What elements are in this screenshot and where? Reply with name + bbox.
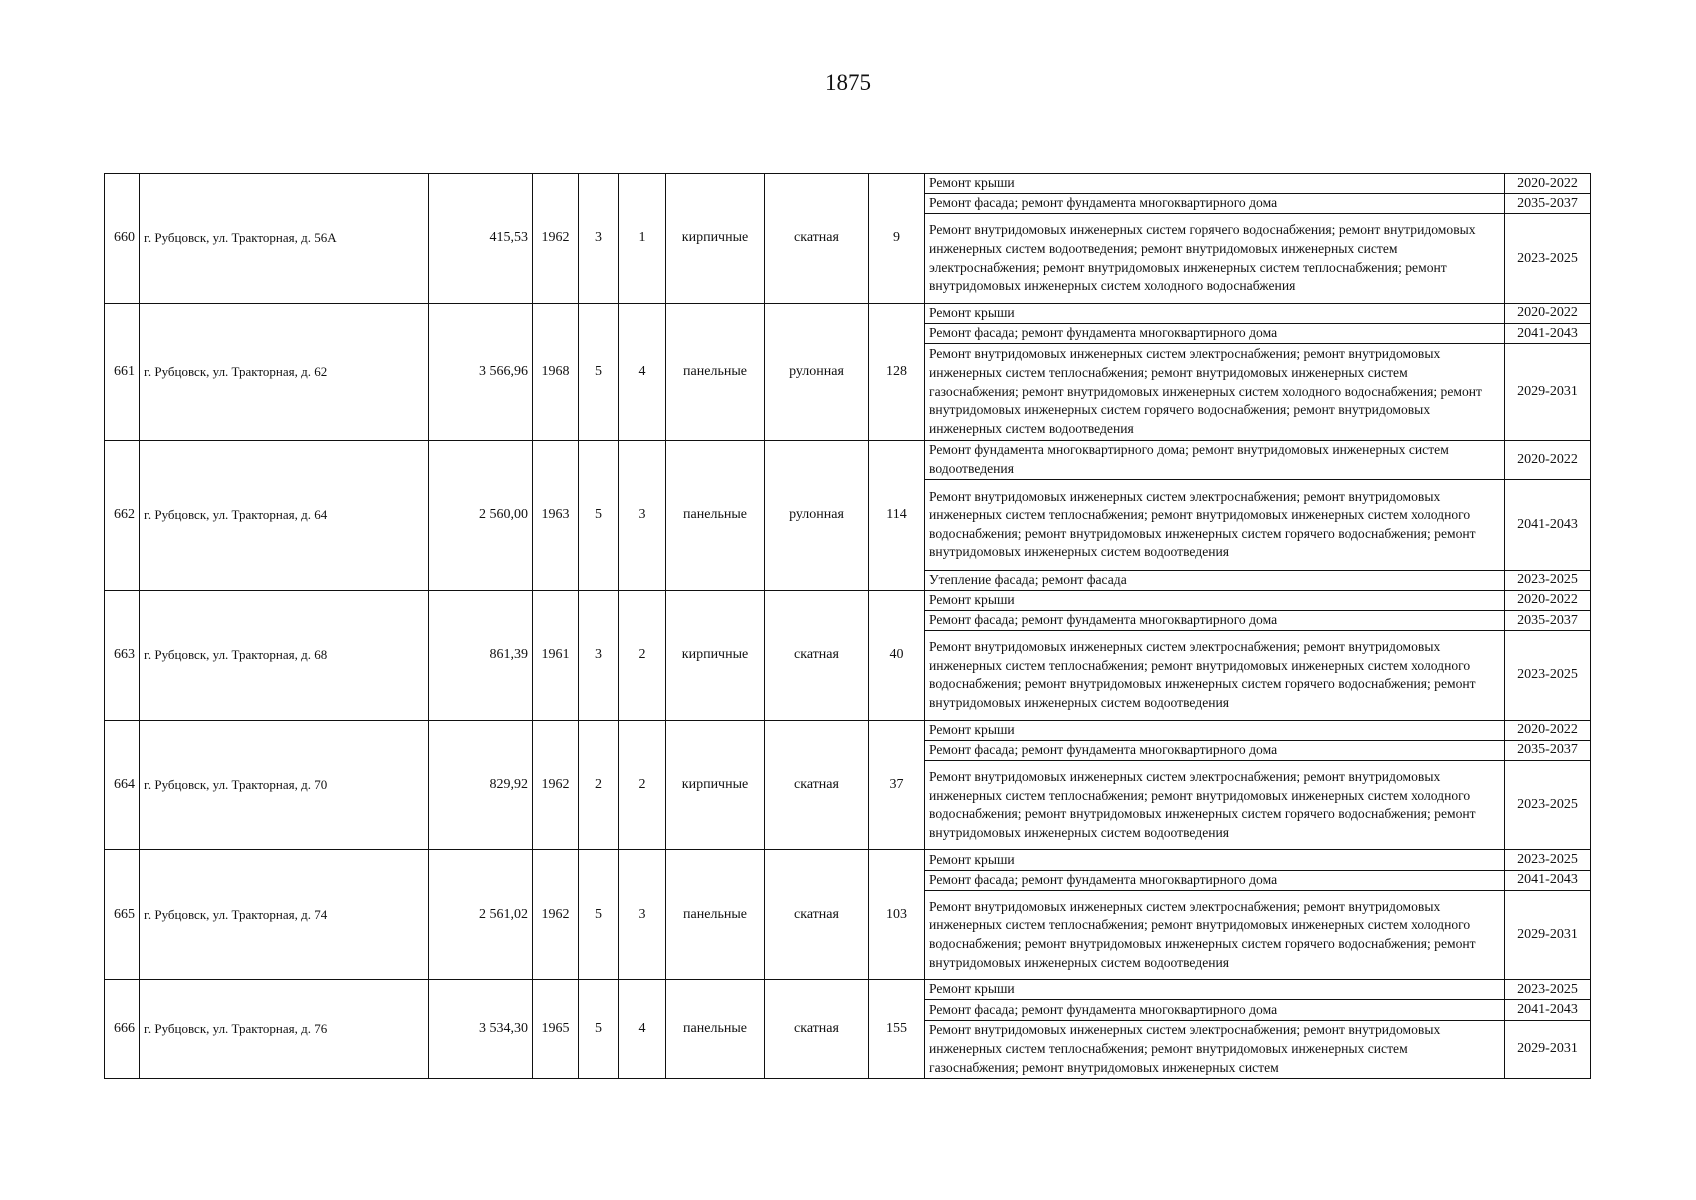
work-type-cell: Ремонт фасада; ремонт фундамента многоквартирного дома: [925, 610, 1505, 630]
work-period-cell: 2041-2043: [1505, 323, 1591, 343]
area-cell: 829,92: [429, 720, 533, 850]
floors-cell: 5: [579, 850, 619, 980]
address-cell: г. Рубцовск, ул. Тракторная, д. 56А: [140, 174, 429, 304]
roof-type-cell: рулонная: [765, 440, 869, 590]
work-period-cell: 2020-2022: [1505, 174, 1591, 194]
wall-material-cell: панельные: [666, 850, 765, 980]
work-period-cell: 2041-2043: [1505, 480, 1591, 571]
row-number: 660: [105, 174, 140, 304]
residents-cell: 155: [869, 980, 925, 1079]
row-number: 662: [105, 440, 140, 590]
page-number: 1875: [825, 70, 871, 95]
area-cell: 2 560,00: [429, 440, 533, 590]
table-row: [105, 720, 1591, 740]
row-number: 666: [105, 980, 140, 1079]
table-row: [105, 440, 1591, 479]
work-period-cell: 2020-2022: [1505, 590, 1591, 610]
table-row: [105, 303, 1591, 323]
floors-cell: 3: [579, 174, 619, 304]
work-type-cell: Ремонт крыши: [925, 174, 1505, 194]
area-cell: 2 561,02: [429, 850, 533, 980]
area-cell: 861,39: [429, 590, 533, 720]
wall-material-cell: панельные: [666, 303, 765, 440]
row-number: 664: [105, 720, 140, 850]
year-cell: 1962: [533, 850, 579, 980]
residents-cell: 114: [869, 440, 925, 590]
year-cell: 1968: [533, 303, 579, 440]
work-period-cell: 2023-2025: [1505, 850, 1591, 870]
work-period-cell: 2029-2031: [1505, 890, 1591, 980]
work-type-cell: Утепление фасада; ремонт фасада: [925, 570, 1505, 590]
address-cell: г. Рубцовск, ул. Тракторная, д. 64: [140, 440, 429, 590]
floors-cell: 5: [579, 303, 619, 440]
year-cell: 1962: [533, 720, 579, 850]
work-period-cell: 2023-2025: [1505, 760, 1591, 850]
address-cell: г. Рубцовск, ул. Тракторная, д. 68: [140, 590, 429, 720]
row-number: 661: [105, 303, 140, 440]
year-cell: 1965: [533, 980, 579, 1079]
work-type-cell: Ремонт внутридомовых инженерных систем электроснабжения; ремонт внутридомовых инженерных систем теплоснабжения; ремонт внутридомовых инженерных систем газоснабжения; ремонт внутридомовых инженерных систем холодного водоснабжения; ремонт внутридомовых инженерных систем горячего водоснабжения; ремонт внутридомовых инженерных систем водоотведения: [925, 344, 1505, 441]
row-number: 665: [105, 850, 140, 980]
work-period-cell: 2023-2025: [1505, 980, 1591, 1000]
entrances-cell: 1: [619, 174, 666, 304]
floors-cell: 3: [579, 590, 619, 720]
address-cell: г. Рубцовск, ул. Тракторная, д. 74: [140, 850, 429, 980]
table-row: [105, 174, 1591, 194]
table-body: [105, 174, 1591, 1079]
address-cell: г. Рубцовск, ул. Тракторная, д. 62: [140, 303, 429, 440]
entrances-cell: 2: [619, 590, 666, 720]
residents-cell: 37: [869, 720, 925, 850]
residents-cell: 103: [869, 850, 925, 980]
work-type-cell: Ремонт крыши: [925, 303, 1505, 323]
work-period-cell: 2035-2037: [1505, 610, 1591, 630]
roof-type-cell: скатная: [765, 174, 869, 304]
table-row: [105, 590, 1591, 610]
work-type-cell: Ремонт крыши: [925, 850, 1505, 870]
wall-material-cell: кирпичные: [666, 720, 765, 850]
work-type-cell: Ремонт внутридомовых инженерных систем электроснабжения; ремонт внутридомовых инженерных систем теплоснабжения; ремонт внутридомовых инженерных систем газоснабжения; ремонт внутридомовых инженерных систем: [925, 1020, 1505, 1078]
roof-type-cell: скатная: [765, 720, 869, 850]
area-cell: 3 534,30: [429, 980, 533, 1079]
row-number: 663: [105, 590, 140, 720]
work-period-cell: 2041-2043: [1505, 1000, 1591, 1020]
work-period-cell: 2041-2043: [1505, 870, 1591, 890]
work-type-cell: Ремонт фасада; ремонт фундамента многоквартирного дома: [925, 870, 1505, 890]
work-type-cell: Ремонт внутридомовых инженерных систем электроснабжения; ремонт внутридомовых инженерных систем теплоснабжения; ремонт внутридомовых инженерных систем холодного водоснабжения; ремонт внутридомовых инженерных систем горячего водоснабжения; ремонт внутридомовых инженерных систем водоотведения: [925, 760, 1505, 850]
year-cell: 1962: [533, 174, 579, 304]
address-cell: г. Рубцовск, ул. Тракторная, д. 70: [140, 720, 429, 850]
work-period-cell: 2035-2037: [1505, 740, 1591, 760]
work-period-cell: 2020-2022: [1505, 720, 1591, 740]
work-period-cell: 2023-2025: [1505, 570, 1591, 590]
entrances-cell: 4: [619, 980, 666, 1079]
work-type-cell: Ремонт крыши: [925, 720, 1505, 740]
residents-cell: 40: [869, 590, 925, 720]
work-type-cell: Ремонт фасада; ремонт фундамента многоквартирного дома: [925, 323, 1505, 343]
work-period-cell: 2020-2022: [1505, 440, 1591, 479]
work-type-cell: Ремонт крыши: [925, 980, 1505, 1000]
area-cell: 3 566,96: [429, 303, 533, 440]
work-type-cell: Ремонт внутридомовых инженерных систем электроснабжения; ремонт внутридомовых инженерных систем теплоснабжения; ремонт внутридомовых инженерных систем холодного водоснабжения; ремонт внутридомовых инженерных систем горячего водоснабжения; ремонт внутридомовых инженерных систем водоотведения: [925, 890, 1505, 980]
year-cell: 1961: [533, 590, 579, 720]
wall-material-cell: панельные: [666, 440, 765, 590]
year-cell: 1963: [533, 440, 579, 590]
work-type-cell: Ремонт фасада; ремонт фундамента многоквартирного дома: [925, 1000, 1505, 1020]
wall-material-cell: панельные: [666, 980, 765, 1079]
work-type-cell: Ремонт внутридомовых инженерных систем горячего водоснабжения; ремонт внутридомовых инженерных систем водоотведения; ремонт внутридомовых инженерных систем электроснабжения; ремонт внутридомовых инженерных систем теплоснабжения; ремонт внутридомовых инженерных систем холодного водоснабжения: [925, 214, 1505, 304]
building-repair-table: [104, 173, 1591, 1079]
floors-cell: 2: [579, 720, 619, 850]
entrances-cell: 3: [619, 440, 666, 590]
area-cell: 415,53: [429, 174, 533, 304]
entrances-cell: 2: [619, 720, 666, 850]
work-type-cell: Ремонт фасада; ремонт фундамента многоквартирного дома: [925, 194, 1505, 214]
work-period-cell: 2029-2031: [1505, 1020, 1591, 1078]
roof-type-cell: скатная: [765, 850, 869, 980]
work-type-cell: Ремонт фасада; ремонт фундамента многоквартирного дома: [925, 740, 1505, 760]
work-type-cell: Ремонт крыши: [925, 590, 1505, 610]
work-period-cell: 2029-2031: [1505, 344, 1591, 441]
residents-cell: 128: [869, 303, 925, 440]
entrances-cell: 4: [619, 303, 666, 440]
address-cell: г. Рубцовск, ул. Тракторная, д. 76: [140, 980, 429, 1079]
table-row: [105, 850, 1591, 870]
roof-type-cell: скатная: [765, 590, 869, 720]
work-period-cell: 2023-2025: [1505, 214, 1591, 304]
entrances-cell: 3: [619, 850, 666, 980]
roof-type-cell: скатная: [765, 980, 869, 1079]
floors-cell: 5: [579, 980, 619, 1079]
wall-material-cell: кирпичные: [666, 590, 765, 720]
floors-cell: 5: [579, 440, 619, 590]
work-period-cell: 2023-2025: [1505, 631, 1591, 721]
residents-cell: 9: [869, 174, 925, 304]
wall-material-cell: кирпичные: [666, 174, 765, 304]
work-type-cell: Ремонт фундамента многоквартирного дома; ремонт внутридомовых инженерных систем водоотведения: [925, 440, 1505, 479]
work-type-cell: Ремонт внутридомовых инженерных систем электроснабжения; ремонт внутридомовых инженерных систем теплоснабжения; ремонт внутридомовых инженерных систем холодного водоснабжения; ремонт внутридомовых инженерных систем горячего водоснабжения; ремонт внутридомовых инженерных систем водоотведения: [925, 480, 1505, 571]
work-period-cell: 2020-2022: [1505, 303, 1591, 323]
table-row: [105, 980, 1591, 1000]
work-type-cell: Ремонт внутридомовых инженерных систем электроснабжения; ремонт внутридомовых инженерных систем теплоснабжения; ремонт внутридомовых инженерных систем холодного водоснабжения; ремонт внутридомовых инженерных систем горячего водоснабжения; ремонт внутридомовых инженерных систем водоотведения: [925, 631, 1505, 721]
roof-type-cell: рулонная: [765, 303, 869, 440]
work-period-cell: 2035-2037: [1505, 194, 1591, 214]
